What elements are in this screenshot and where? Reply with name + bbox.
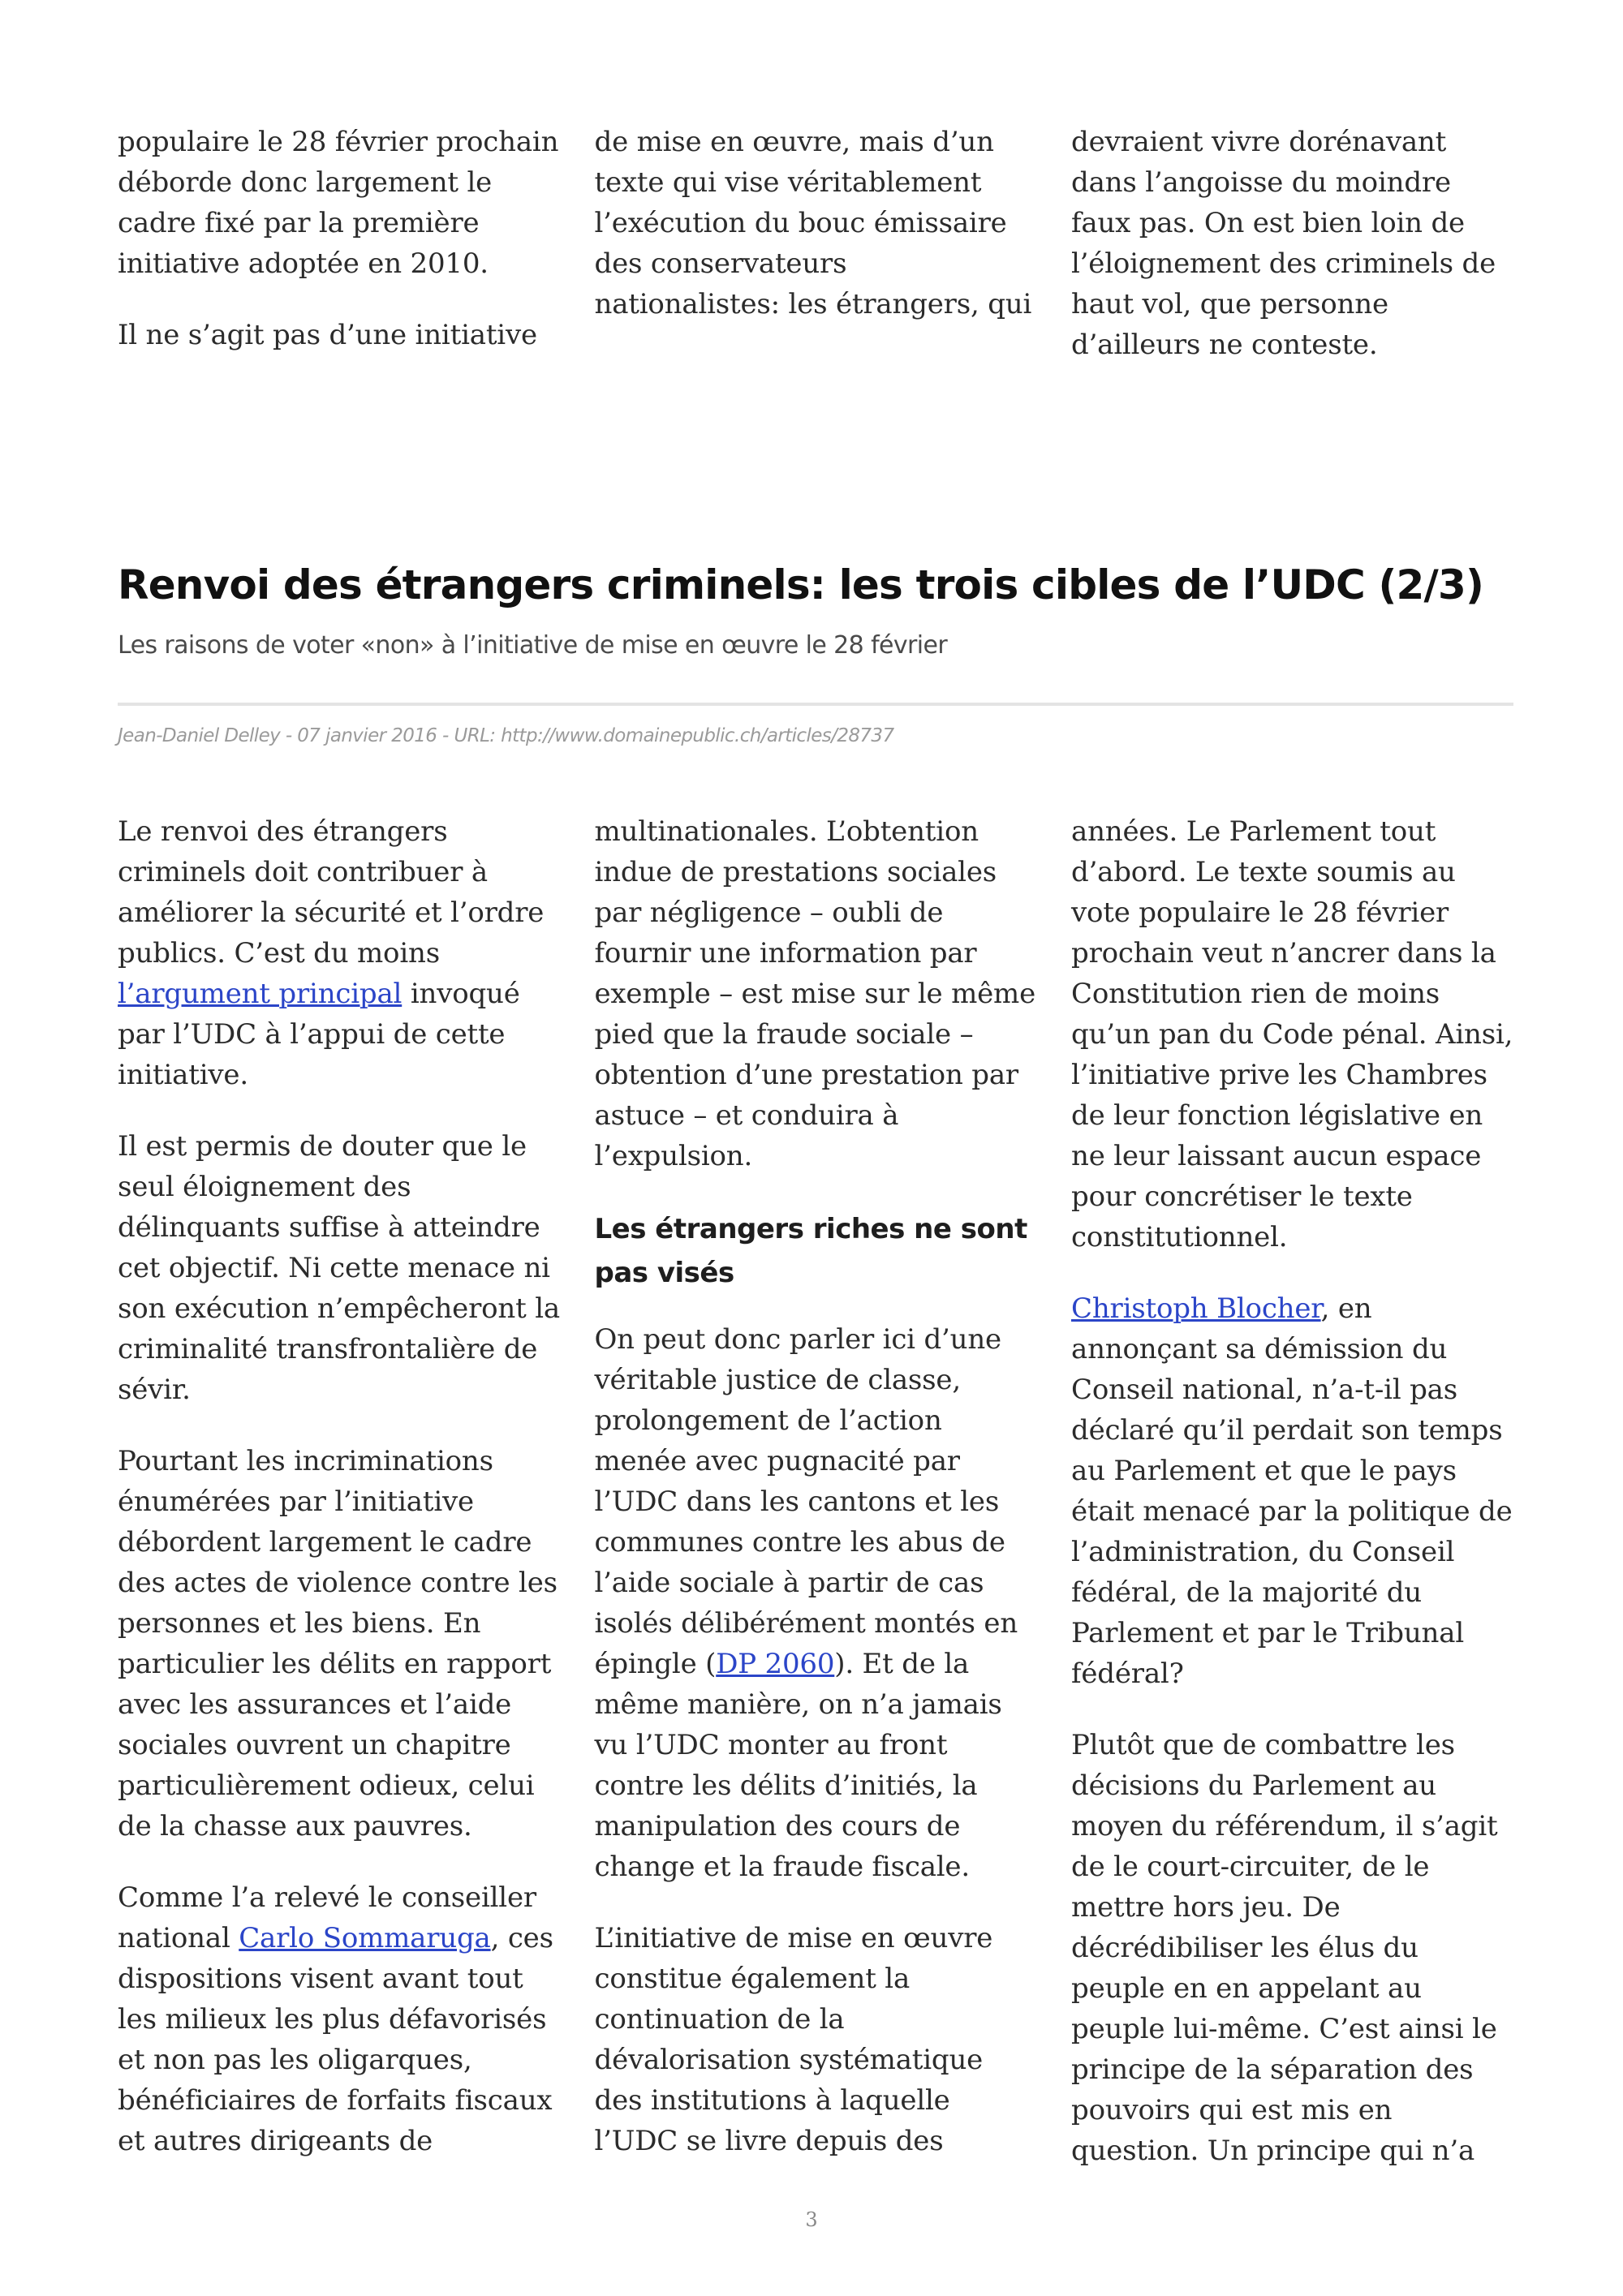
article-column-2 — [595, 811, 1037, 2202]
paragraph: L’initiative de mise en œuvre constitue également la continuation de la dévalorisation systématique des institutions à laquelle l’UDC se livre depuis des — [594, 1922, 993, 2157]
article-column-1 — [118, 811, 560, 2202]
paragraph: Pourtant les incriminations énumérées par l’initiative débordent largement le cadre des actes de violence contre les personnes et les biens. En particulier les délits en rapport avec les assurances et l’aide sociales ouvrent un chapitre particulièrement odieux, celui de la chasse aux pauvres. — [118, 1445, 558, 1842]
paragraph-text: Le renvoi des étrangers criminels doit contribuer à améliorer la sécurité et l’ordre publics. C’est du moins — [118, 815, 545, 970]
paragraph: de mise en œuvre, mais d’un texte qui vise véritablement l’exécution du bouc émissaire des conservateurs nationalistes: les étrangers, qui — [594, 126, 1032, 320]
paragraph: années. Le Parlement tout d’abord. Le texte soumis au vote populaire le 28 février prochain veut n’ancrer dans la Constitution rien de moins qu’un pan du Code pénal. Ainsi, l’initiative prive les Chambres de leur fonction législative en ne leur laissant aucun espace pour concrétiser le texte constitutionnel. — [1071, 815, 1513, 1253]
paragraph: Il est permis de douter que le seul éloignement des délinquants suffise à atteindre cet objectif. Ni cette menace ni son exécution n’empêcheront la criminalité transfrontalière de sévir. — [118, 1130, 560, 1406]
paragraph-text: ). Et de la même manière, on n’a jamais vu l’UDC monter au front contre les délits d’initiés, la manipulation des cours de change et la fraude fiscale. — [594, 1648, 1002, 1883]
paragraph: Il ne s’agit pas d’une initiative — [118, 319, 537, 351]
link-christoph-blocher[interactable]: Christoph Blocher — [1071, 1292, 1321, 1325]
article-subtitle: Les raisons de voter «non» à l’initiative de mise en œuvre le 28 février — [118, 631, 948, 660]
top-column-3 — [1071, 122, 1513, 396]
top-column-2 — [595, 122, 1037, 396]
link-carlo-sommaruga[interactable]: Carlo Sommaruga — [239, 1922, 491, 1954]
article-body — [118, 811, 1513, 2202]
paragraph: Plutôt que de combattre les décisions du Parlement au moyen du référendum, il s’agit de le court-circuiter, de le mettre hors jeu. De décrédibiliser les élus du peuple en en appelant au peuple lui-même. C’est ainsi le principe de la séparation des pouvoirs qui est mis en question. Un principe qui n’a — [1071, 1729, 1498, 2167]
page-number: 3 — [805, 2208, 818, 2231]
paragraph — [595, 1319, 1037, 1887]
paragraph-text: On peut donc parler ici d’une véritable justice de classe, prolongement de l’action menée avec pugnacité par l’UDC dans les cantons et les communes contre les abus de l’aide sociale à partir de cas isolés délibérément montés en épingle ( — [594, 1323, 1018, 1680]
paragraph — [118, 811, 560, 1095]
header-divider — [118, 703, 1513, 706]
article-title: Renvoi des étrangers criminels: les trois cibles de l’UDC (2/3) — [118, 561, 1483, 608]
article-byline: Jean-Daniel Delley - 07 janvier 2016 - URL: http://www.domainepublic.ch/articles/28737 — [118, 725, 894, 746]
link-argument-principal[interactable]: l’argument principal — [118, 978, 403, 1010]
paragraph — [1071, 1288, 1513, 1694]
previous-article-continuation — [118, 122, 1513, 396]
paragraph: multinationales. L’obtention indue de prestations sociales par négligence – oubli de fournir une information par exemple – est mise sur le même pied que la fraude sociale – obtention d’une prestation par astuce – et conduira à l’expulsion. — [594, 815, 1035, 1172]
link-dp-2060[interactable]: DP 2060 — [716, 1648, 835, 1680]
top-column-1 — [118, 122, 560, 396]
paragraph-text: invoqué par l’UDC à l’appui de cette initiative. — [118, 978, 520, 1091]
paragraph: populaire le 28 février prochain déborde donc largement le cadre fixé par la première initiative adoptée en 2010. — [118, 126, 559, 280]
section-heading: Les étrangers riches ne sont pas visés — [594, 1213, 1027, 1289]
paragraph-text: Comme l’a relevé le conseiller national — [118, 1881, 536, 1954]
article-column-3 — [1071, 811, 1513, 2202]
paragraph: devraient vivre dorénavant dans l’angoisse du moindre faux pas. On est bien loin de l’éloignement des criminels de haut vol, que personne d’ailleurs ne conteste. — [1071, 126, 1496, 361]
paragraph-text: , en annonçant sa démission du Conseil national, n’a-t-il pas déclaré qu’il perdait son temps au Parlement et que le pays était menacé par la politique de l’administration, du Conseil fédéral, de la majorité du Parlement et par le Tribunal fédéral? — [1071, 1292, 1513, 1690]
paragraph-text: , ces dispositions visent avant tout les milieux les plus défavorisés et non pas les oligarques, bénéficiaires de forfaits fiscaux et autres dirigeants de — [118, 1922, 553, 2157]
paragraph — [118, 1877, 560, 2161]
